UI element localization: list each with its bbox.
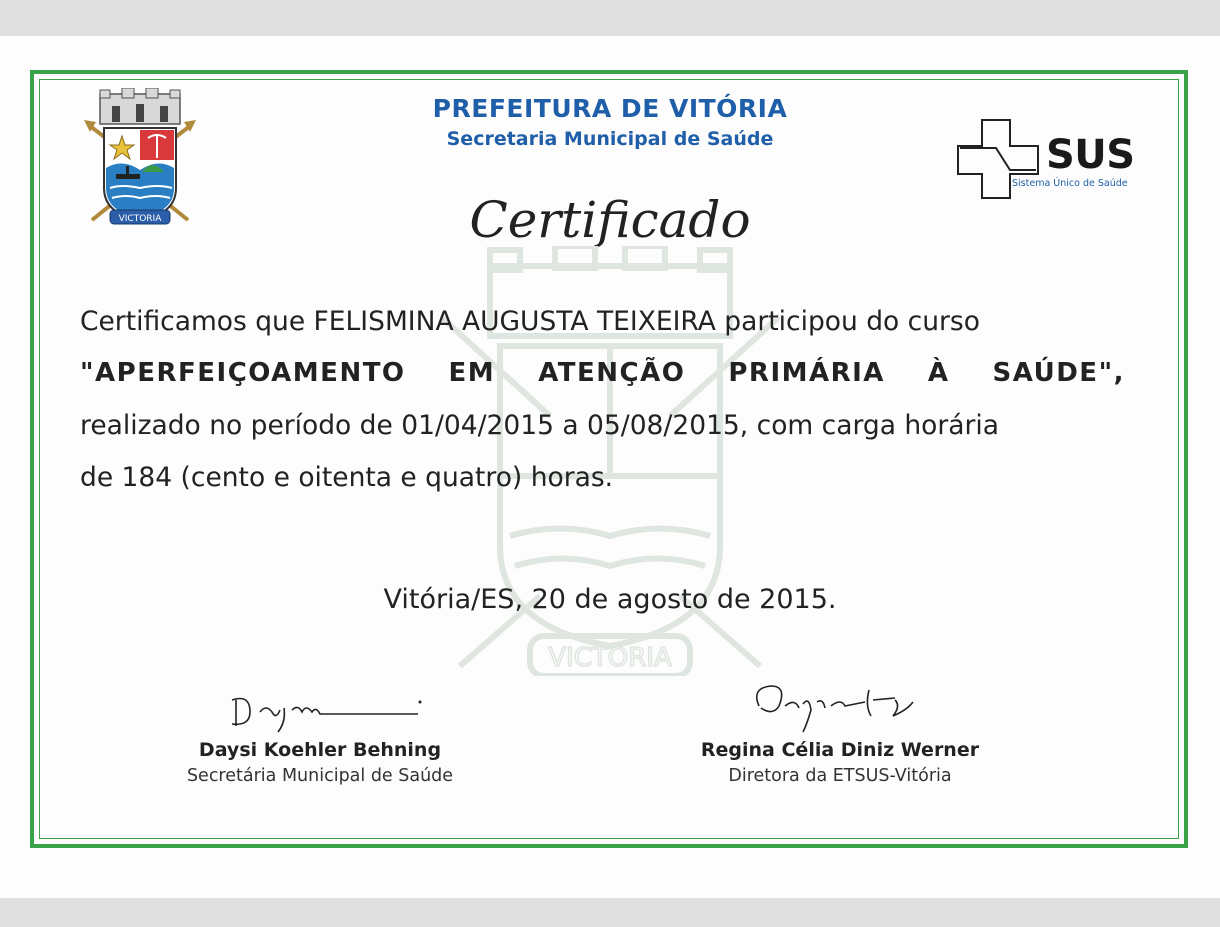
- signatory-2-role: Diretora da ETSUS-Vitória: [728, 766, 952, 786]
- signatory-1-role: Secretária Municipal de Saúde: [186, 766, 454, 786]
- certificate-body-line-3: realizado no período de 01/04/2015 a 05/08/2015, com carga horária: [80, 410, 1000, 441]
- watermark-label: VICTORIA: [548, 643, 672, 673]
- certificate-sheet: [0, 36, 1220, 898]
- crest-ribbon-label: VICTORIA: [118, 214, 162, 224]
- signatory-2-name: Regina Célia Diniz Werner: [700, 739, 980, 761]
- certificate-body-line-1: Certificamos que FELISMINA AUGUSTA TEIXEIRA participou do curso: [80, 306, 980, 337]
- organization-title: PREFEITURA DE VITÓRIA: [432, 94, 788, 123]
- signatory-1-name: Daysi Koehler Behning: [198, 739, 442, 761]
- place-and-date: Vitória/ES, 20 de agosto de 2015.: [383, 584, 837, 615]
- certificate-body-line-4: de 184 (cento e oitenta e quatro) horas.: [80, 462, 614, 493]
- department-title: Secretaria Municipal de Saúde: [446, 128, 774, 150]
- certificate-heading: Certificado: [469, 191, 751, 249]
- signature-mark-2-icon: [745, 676, 925, 736]
- city-coat-of-arms-icon: [82, 88, 198, 228]
- signature-mark-1-icon: [220, 686, 430, 736]
- course-title: "APERFEIÇOAMENTO EM ATENÇÃO PRIMÁRIA À SAÚDE",: [80, 358, 1125, 388]
- sus-logo-subtitle: Sistema Único de Saúde: [1012, 178, 1128, 189]
- sus-logo-text: SUS: [1046, 132, 1135, 178]
